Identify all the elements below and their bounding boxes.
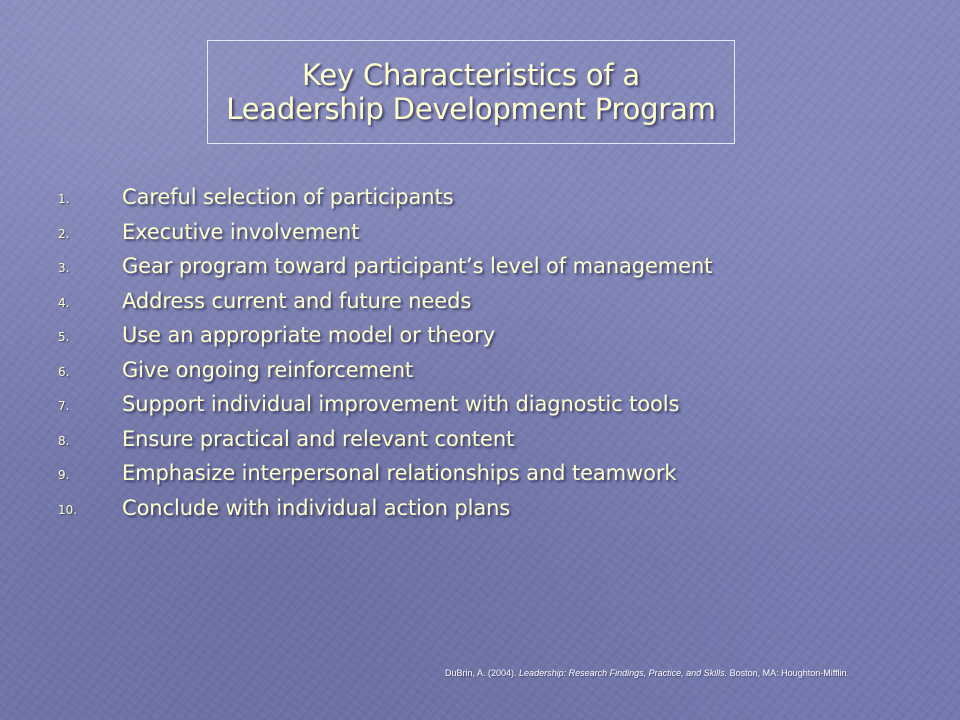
citation-book-title: Leadership: Research Findings, Practice, and Skills.	[519, 668, 728, 678]
list-item-number: 9.	[58, 468, 70, 482]
list-item	[58, 180, 938, 215]
list-item	[58, 249, 938, 284]
list-item-text: Address current and future needs	[122, 288, 472, 313]
citation	[445, 668, 945, 678]
title-box	[207, 40, 735, 144]
list-item-text: Ensure practical and relevant content	[122, 426, 515, 451]
list-item	[58, 215, 938, 250]
list-item-text: Executive involvement	[122, 219, 360, 244]
list-item-text: Emphasize interpersonal relationships and teamwork	[122, 461, 677, 485]
citation-prefix: DuBrin, A. (2004).	[445, 668, 520, 678]
list-item-number: 5.	[58, 330, 70, 344]
slide-title-line-1: Key Characteristics of a	[302, 58, 640, 92]
list-item-number: 4.	[58, 295, 70, 310]
slide-title-line-2: Leadership Development Program	[226, 92, 716, 126]
characteristics-list	[58, 180, 938, 525]
slide-title	[226, 58, 715, 126]
list-item-text: Gear program toward participant’s level of management	[122, 254, 713, 278]
list-item-number: 3.	[58, 261, 70, 275]
citation-suffix: Boston, MA: Houghton-Mifflin.	[727, 668, 850, 678]
list-item-text: Use an appropriate model or theory	[122, 323, 496, 347]
list-item	[58, 456, 938, 491]
list-item	[58, 284, 938, 319]
list-item-number: 6.	[58, 364, 70, 379]
list-item-number: 7.	[58, 399, 70, 413]
list-item	[58, 318, 938, 353]
list-item-text: Careful selection of participants	[122, 185, 454, 209]
list-item-number: 1.	[58, 192, 70, 206]
list-item	[58, 387, 938, 422]
list-item-number: 10.	[58, 502, 78, 517]
list-item-text: Give ongoing reinforcement	[122, 357, 414, 382]
list-item-number: 2.	[58, 226, 70, 241]
list-item	[58, 422, 938, 457]
list-item-number: 8.	[58, 433, 70, 448]
list-item	[58, 491, 938, 526]
list-item-text: Support individual improvement with diagnostic tools	[122, 392, 680, 416]
list-item	[58, 353, 938, 388]
list-item-text: Conclude with individual action plans	[122, 495, 511, 520]
